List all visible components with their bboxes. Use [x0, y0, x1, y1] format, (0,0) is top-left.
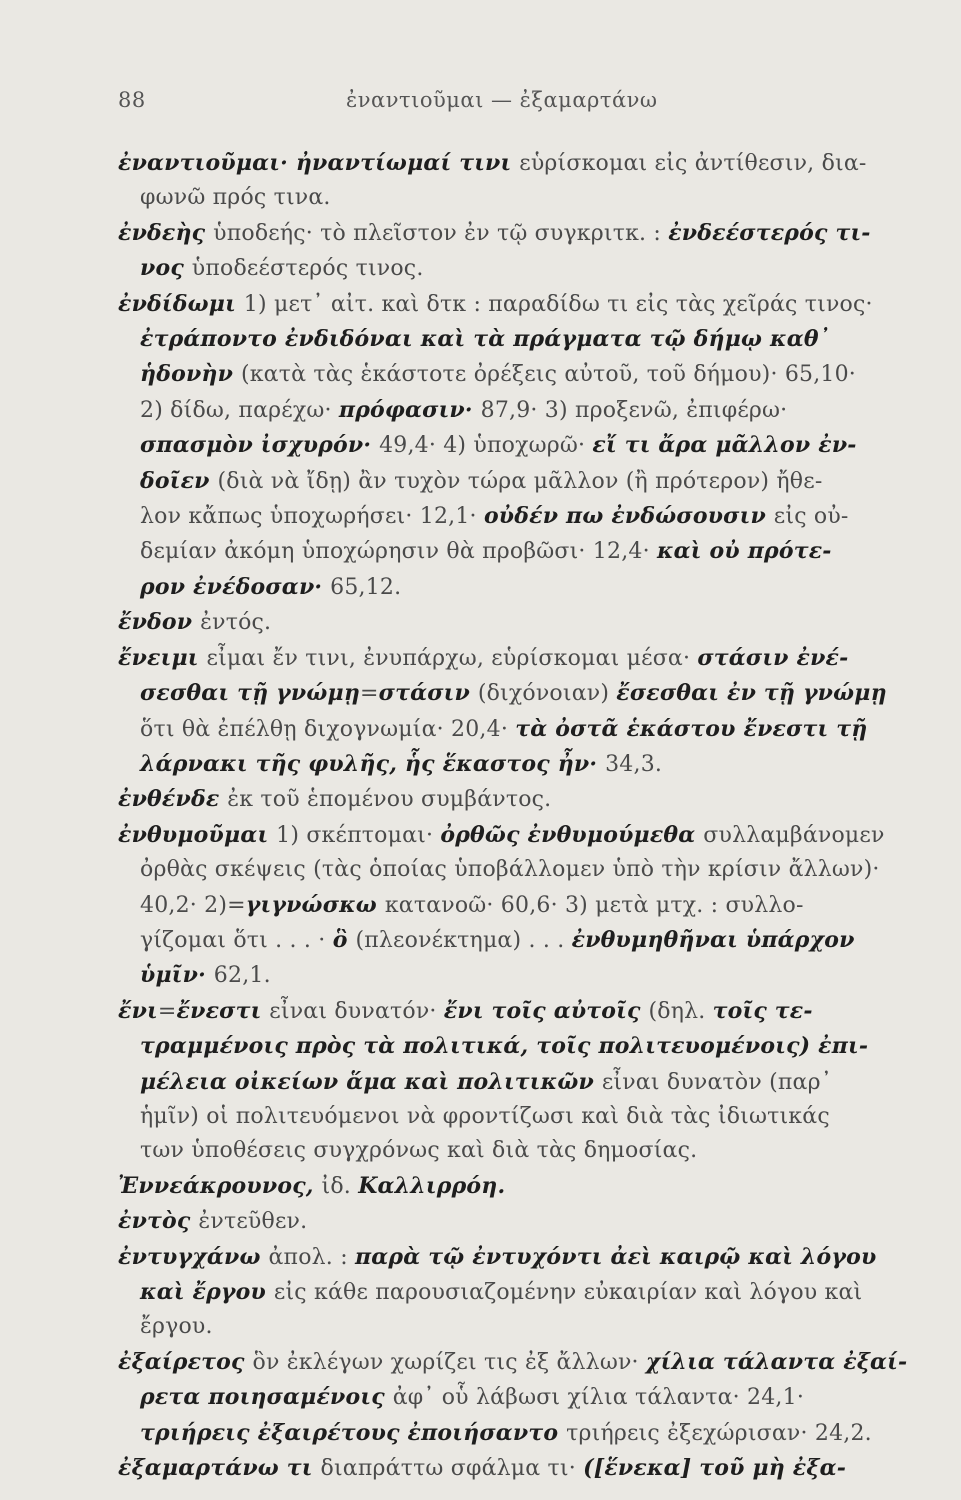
greek-citation: ὑμῖν· — [140, 962, 214, 989]
greek-citation: Ἐννεάκρουνος, — [118, 1172, 322, 1199]
gloss-text: ἐντός. — [200, 610, 272, 636]
gloss-text: εὑρίσκομαι εἰς ἀντίθεσιν, δια- — [519, 151, 867, 176]
entry-continuation-line — [118, 712, 924, 747]
gloss-text: ὅτι θὰ ἐπέλθῃ διχογνωμία· 20,4· — [140, 716, 516, 742]
greek-citation: ἐνδεὴς — [118, 219, 214, 246]
entry-headword-line — [118, 1240, 924, 1275]
greek-citation: στάσιν — [378, 680, 478, 707]
greek-citation: νος — [140, 255, 192, 282]
gloss-text: ὃν ἐκλέγων χωρίζει τις ἐξ ἄλλων· — [252, 1349, 646, 1375]
gloss-text: 1) σκέπτομαι· — [276, 822, 441, 848]
entry-headword-line — [118, 287, 924, 322]
entry-continuation-line — [118, 322, 924, 357]
gloss-text: ἐντεῦθεν. — [198, 1209, 308, 1235]
greek-citation: δοῖεν — [140, 467, 218, 494]
greek-citation: μέλεια οἰκείων ἅμα καὶ πολιτικῶν — [140, 1068, 602, 1095]
greek-citation: ἐναντιοῦμαι· ἠναντίωμαί τινι — [118, 150, 520, 176]
gloss-text: ἰδ. — [321, 1173, 359, 1199]
entry-continuation-line — [118, 1100, 924, 1134]
gloss-text: 62,1. — [213, 963, 271, 989]
greek-citation: τοῖς τε- — [712, 997, 813, 1024]
greek-citation: ἔνειμι — [118, 644, 207, 671]
gloss-text: εἶναι δυνατόν· — [269, 998, 444, 1024]
greek-citation: ὃ — [332, 926, 356, 953]
greek-citation: ἐνθυμηθῆναι ὑπάρχον — [571, 926, 855, 953]
greek-citation: χίλια τάλαντα ἐξαί- — [645, 1348, 908, 1375]
entry-continuation-line — [118, 251, 924, 286]
gloss-text: 87,9· 3) προξενῶ, ἐπιφέρω· — [480, 397, 788, 423]
greek-citation: ἐνθένδε — [118, 786, 228, 813]
greek-citation: στάσιν ἐνέ- — [697, 644, 849, 671]
gloss-text: ἀπολ. : — [268, 1244, 355, 1270]
greek-citation: ἐνδεέστερός τι- — [668, 219, 871, 246]
gloss-text: 65,12. — [330, 574, 402, 600]
entry-continuation-line — [118, 464, 924, 499]
entry-headword-line — [118, 1345, 924, 1380]
greek-citation: ἐξαίρετος — [118, 1348, 253, 1375]
running-head: ἐναντιοῦμαι — ἐξαμαρτάνω — [346, 88, 658, 112]
greek-citation: εἴ τι ἄρα μᾶλλον ἐν- — [592, 432, 857, 459]
greek-citation: ἐντυγχάνω — [118, 1243, 269, 1270]
greek-citation: ἔνδον — [118, 609, 201, 636]
greek-citation: σεσθαι τῇ γνώμῃ — [140, 680, 361, 707]
greek-citation: καὶ οὐ πρότε- — [656, 538, 832, 565]
gloss-text: ἐκ τοῦ ἑπομένου συμβάντος. — [227, 787, 552, 813]
gloss-text: εἰς οὐ- — [773, 504, 849, 530]
gloss-text: (διχόνοιαν) — [477, 681, 617, 707]
gloss-text: ἔργου. — [140, 1314, 213, 1340]
entry-headword-line — [118, 782, 924, 817]
gloss-text: 2) δίδω, παρέχω· — [140, 397, 339, 423]
entry-continuation-line — [118, 181, 924, 215]
greek-citation: τὰ ὀστᾶ ἑκάστου ἔνεστι τῇ — [515, 715, 868, 742]
entry-headword-line — [118, 1204, 924, 1239]
greek-citation: ([ἕνεκα] τοῦ μὴ ἐξα- — [583, 1455, 847, 1482]
greek-citation: ἔνι — [118, 997, 158, 1024]
gloss-text: λον κἄπως ὑποχωρήσει· 12,1· — [140, 504, 484, 530]
gloss-text: (διὰ νὰ ἴδῃ) ἂν τυχὸν τώρα μᾶλλον (ἢ πρότερον) ἤθε- — [217, 468, 823, 494]
entry-headword-line — [118, 1451, 924, 1486]
gloss-text: (πλεονέκτημα) . . . — [355, 927, 572, 953]
gloss-text: ὑποδεέστερός τινος. — [191, 256, 424, 282]
greek-citation: τραμμένοις πρὸς τὰ πολιτικά, τοῖς πολιτευομένοις) ἐπι- — [140, 1033, 869, 1060]
entry-headword-line — [118, 605, 924, 640]
gloss-text: ὀρθὰς σκέψεις (τὰς ὁποίας ὑποβάλλομεν ὑπὸ τὴν κρίσιν ἄλλων)· — [140, 857, 880, 883]
greek-citation: ἔνεστι — [176, 997, 270, 1024]
greek-citation: ρετα ποιησαμένοις — [140, 1384, 393, 1411]
gloss-text: 49,4· 4) ὑποχωρῶ· — [379, 433, 593, 459]
entry-continuation-line — [118, 676, 924, 711]
gloss-text: 1) μετ᾽ αἰτ. καὶ δτκ : παραδίδω τι εἰς τὰς χεῖράς τινος· — [243, 291, 873, 317]
gloss-text: ἡμῖν) οἱ πολιτευόμενοι νὰ φροντίζωσι καὶ διὰ τὰς ἰδιωτικάς — [140, 1103, 830, 1129]
greek-citation: ἔσεσθαι ἐν τῇ γνώμῃ — [616, 680, 887, 707]
entry-continuation-line — [118, 1275, 924, 1310]
page-number: 88 — [118, 88, 146, 112]
gloss-text: εἶναι δυνατὸν (παρ᾽ — [601, 1069, 832, 1095]
greek-citation: τριήρεις ἐξαιρέτους ἐποιήσαντο — [140, 1419, 567, 1446]
greek-citation: παρὰ τῷ ἐντυχόντι ἀεὶ καιρῷ καὶ λόγου — [355, 1243, 877, 1270]
gloss-text: = — [360, 681, 379, 707]
gloss-text: τριήρεις ἐξεχώρισαν· 24,2. — [566, 1420, 872, 1446]
greek-citation: σπασμὸν ἰσχυρόν· — [140, 432, 380, 459]
entry-headword-line — [118, 641, 924, 676]
entry-continuation-line — [118, 357, 924, 392]
greek-citation: πρόφασιν· — [338, 396, 481, 423]
greek-citation: οὐδέν πω ἐνδώσουσιν — [483, 503, 774, 530]
entry-continuation-line — [118, 888, 924, 923]
gloss-text: διαπράττω σφάλμα τι· — [320, 1456, 584, 1482]
entry-continuation-line — [118, 747, 924, 782]
entry-headword-line — [118, 216, 924, 251]
entry-continuation-line — [118, 1134, 924, 1168]
gloss-text: ἀφ᾽ οὗ λάβωσι χίλια τάλαντα· 24,1· — [392, 1385, 805, 1411]
greek-citation: ἐνθυμοῦμαι — [118, 821, 277, 848]
greek-citation: ἐτράποντο ἐνδιδόναι καὶ τὰ πράγματα τῷ δήμῳ καθ᾽ — [140, 326, 830, 353]
greek-citation: ἔνι τοῖς αὐτοῖς — [443, 997, 649, 1024]
gloss-text: γίζομαι ὅτι . . . · — [140, 927, 333, 953]
entry-continuation-line — [118, 1065, 924, 1100]
gloss-text: κατανοῶ· 60,6· 3) μετὰ μτχ. : συλλο- — [384, 892, 804, 918]
entry-continuation-line — [118, 923, 924, 958]
gloss-text: εἰς κάθε παρουσιαζομένην εὐκαιρίαν καὶ λόγου καὶ — [273, 1280, 863, 1305]
entry-continuation-line — [118, 1310, 924, 1344]
greek-citation: ρον ἐνέδοσαν· — [140, 573, 331, 600]
greek-citation: καὶ ἔργου — [140, 1279, 274, 1305]
dictionary-entries — [118, 146, 924, 1486]
entry-continuation-line — [118, 428, 924, 463]
gloss-text: 34,3. — [605, 751, 663, 777]
greek-citation: γιγνώσκω — [245, 891, 385, 918]
entry-continuation-line — [118, 1029, 924, 1064]
gloss-text: φωνῶ πρός τινα. — [140, 185, 331, 211]
entry-continuation-line — [118, 1380, 924, 1415]
entry-continuation-line — [118, 570, 924, 605]
entry-headword-line — [118, 994, 924, 1029]
gloss-text: συλλαμβάνομεν — [703, 822, 885, 848]
gloss-text: = — [157, 998, 177, 1024]
entry-headword-line — [118, 1169, 924, 1204]
entry-headword-line — [118, 146, 924, 181]
greek-citation: ἐξαμαρτάνω τι — [118, 1455, 321, 1482]
entry-continuation-line — [118, 499, 924, 534]
greek-citation: ἐνδίδωμι — [118, 290, 244, 317]
entry-continuation-line — [118, 1416, 924, 1451]
entry-continuation-line — [118, 853, 924, 887]
greek-citation: ἐντὸς — [118, 1208, 199, 1235]
entry-headword-line — [118, 818, 924, 853]
entry-continuation-line — [118, 958, 924, 993]
entry-continuation-line — [118, 393, 924, 428]
gloss-text: 40,2· 2)= — [140, 892, 246, 918]
greek-citation: Καλλιρρόη. — [358, 1172, 506, 1199]
page-header — [118, 88, 918, 118]
entry-continuation-line — [118, 534, 924, 569]
greek-citation: ὀρθῶς ἐνθυμούμεθα — [440, 821, 704, 848]
greek-citation: λάρνακι τῆς φυλῆς, ἧς ἕκαστος ἦν· — [140, 750, 606, 777]
gloss-text: ὑποδεής· τὸ πλεῖστον ἐν τῷ συγκριτκ. : — [213, 220, 669, 246]
gloss-text: δεμίαν ἀκόμη ὑποχώρησιν θὰ προβῶσι· 12,4· — [140, 539, 657, 565]
gloss-text: (δηλ. — [648, 998, 713, 1024]
gloss-text: των ὑποθέσεις συγχρόνως καὶ διὰ τὰς δημοσίας. — [140, 1138, 698, 1164]
gloss-text: εἶμαι ἔν τινι, ἐνυπάρχω, εὑρίσκομαι μέσα· — [206, 645, 698, 671]
greek-citation: ἡδονὴν — [140, 361, 241, 388]
gloss-text: (κατὰ τὰς ἑκάστοτε ὀρέξεις αὐτοῦ, τοῦ δήμου)· 65,10· — [240, 362, 857, 388]
